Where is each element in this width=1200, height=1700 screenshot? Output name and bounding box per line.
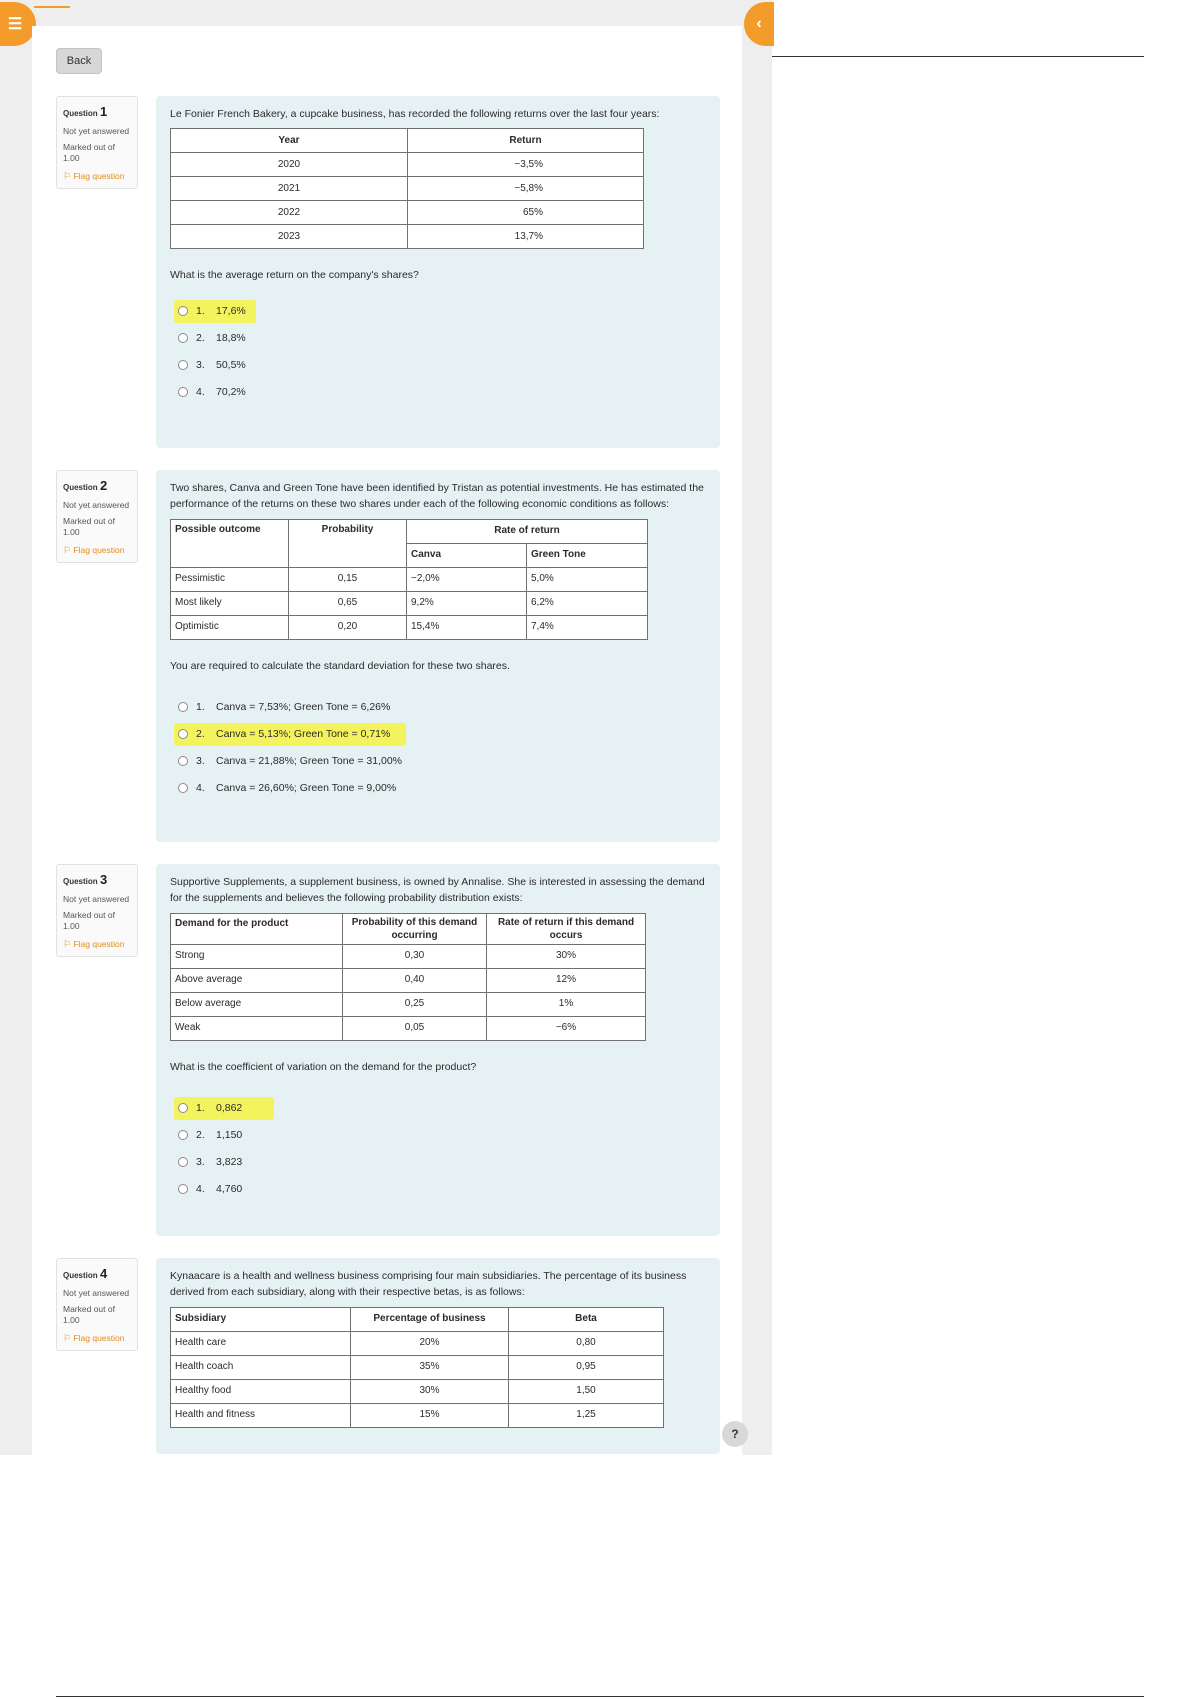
question-prompt: What is the average return on the company's shares? <box>170 269 419 282</box>
radio-icon <box>178 1184 188 1194</box>
radio-icon <box>178 333 188 343</box>
table-row: Health coach 35% 0,95 <box>171 1355 664 1379</box>
table-row: Pessimistic 0,15 −2,0% 5,0% <box>171 567 648 591</box>
question-info-4 <box>56 1258 138 1351</box>
table-row: Health and fitness 15% 1,25 <box>171 1403 664 1427</box>
flag-question-link[interactable]: ⚐ Flag question <box>63 938 125 949</box>
table-row: 2023 13,7% <box>171 225 644 249</box>
returns-table: Year Return 2020 −3,5% 2021 −5,8% 2022 65% 2023 13,7% <box>170 128 644 249</box>
subsidiary-table: Subsidiary Percentage of business Beta Health care 20% 0,80 Health coach 35% 0,95 Healthy food 30% 1,50 Health and fitness 15% 1,25 <box>170 1307 664 1428</box>
radio-icon <box>178 1157 188 1167</box>
radio-icon <box>178 756 188 766</box>
table-row: Above average 0,40 12% <box>171 968 646 992</box>
answer-option[interactable]: 2. 1,150 <box>170 1122 706 1149</box>
radio-icon <box>178 1130 188 1140</box>
answer-option[interactable]: 4. 4,760 <box>170 1176 706 1203</box>
course-index-toggle-icon[interactable]: ☰ <box>0 2 36 46</box>
question-state: Not yet answered <box>63 893 130 904</box>
question-mark: Marked out of 1.00 <box>63 910 115 932</box>
answer-option[interactable]: 2. 18,8% <box>170 325 706 352</box>
question-text: Kynaacare is a health and wellness business comprising four main subsidiaries. The percentage of its business derived from each subsidiary, along with their respective betas, is as follows: <box>170 1270 687 1299</box>
question-label: Question <box>63 877 98 886</box>
radio-icon <box>178 306 188 316</box>
answer-option[interactable]: 3. Canva = 21,88%; Green Tone = 31,00% <box>170 748 706 775</box>
answer-option[interactable]: 2. Canva = 5,13%; Green Tone = 0,71% <box>170 721 706 748</box>
question-mark: Marked out of 1.00 <box>63 516 115 538</box>
answer-option[interactable]: 1. 0,862 <box>170 1095 706 1122</box>
answer-options <box>170 694 706 802</box>
radio-icon <box>178 702 188 712</box>
answer-option[interactable]: 3. 3,823 <box>170 1149 706 1176</box>
question-text: Two shares, Canva and Green Tone have been identified by Tristan as potential investments. He has estimated the performance of the returns on these two shares under each of the following economic conditions as follows: <box>170 482 704 511</box>
outcomes-table: Possible outcome Probability Rate of return Canva Green Tone Pessimistic 0,15 −2,0% 5,0% Most likely 0,65 9,2% 6,2% Optimistic 0,20 15,4% 7,4% <box>170 519 648 640</box>
question-box-3 <box>156 864 720 1236</box>
table-row: Strong 0,30 30% <box>171 944 646 968</box>
question-state: Not yet answered <box>63 1287 130 1298</box>
answer-options <box>170 298 706 406</box>
help-button[interactable]: ? <box>722 1421 748 1447</box>
flag-icon: ⚐ <box>63 544 72 555</box>
question-state: Not yet answered <box>63 499 130 510</box>
question-mark: Marked out of 1.00 <box>63 1304 115 1326</box>
question-number: 4 <box>100 1266 108 1281</box>
question-info-3 <box>56 864 138 957</box>
flag-icon: ⚐ <box>63 170 72 181</box>
question-box-2 <box>156 470 720 842</box>
top-accent-line <box>34 6 70 8</box>
question-prompt: What is the coefficient of variation on the demand for the product? <box>170 1060 477 1073</box>
answer-options <box>170 1095 706 1203</box>
table-row: 2021 −5,8% <box>171 177 644 201</box>
table-row: Health care 20% 0,80 <box>171 1331 664 1355</box>
answer-option[interactable]: 4. 70,2% <box>170 379 706 406</box>
question-number: 1 <box>100 104 108 119</box>
table-row: Weak 0,05 −6% <box>171 1016 646 1040</box>
page-rule-top <box>772 56 1144 57</box>
table-row: 2020 −3,5% <box>171 153 644 177</box>
answer-option[interactable]: 1. Canva = 7,53%; Green Tone = 6,26% <box>170 694 706 721</box>
answer-option[interactable]: 1. 17,6% <box>170 298 706 325</box>
table-row: Healthy food 30% 1,50 <box>171 1379 664 1403</box>
radio-icon <box>178 387 188 397</box>
question-info-1 <box>56 96 138 189</box>
block-drawer-toggle-icon[interactable]: ‹ <box>744 2 774 46</box>
question-text: Supportive Supplements, a supplement business, is owned by Annalise. She is interested in assessing the demand for the supplements and believes the following probability distribution exists: <box>170 876 705 905</box>
flag-question-link[interactable]: ⚐ Flag question <box>63 170 125 181</box>
answer-option[interactable]: 4. Canva = 26,60%; Green Tone = 9,00% <box>170 775 706 802</box>
flag-icon: ⚐ <box>63 938 72 949</box>
question-text: Le Fonier French Bakery, a cupcake business, has recorded the following returns over the last four years: <box>170 108 660 120</box>
table-row: 2022 65% <box>171 201 644 225</box>
flag-icon: ⚐ <box>63 1332 72 1343</box>
question-label: Question <box>63 109 98 118</box>
radio-icon <box>178 360 188 370</box>
question-box-1 <box>156 96 720 448</box>
question-state: Not yet answered <box>63 125 130 136</box>
question-info-2 <box>56 470 138 563</box>
radio-icon <box>178 783 188 793</box>
question-number: 3 <box>100 872 108 887</box>
question-prompt: You are required to calculate the standard deviation for these two shares. <box>170 659 510 672</box>
question-label: Question <box>63 1271 98 1280</box>
back-button[interactable]: Back <box>56 48 102 74</box>
table-row: Below average 0,25 1% <box>171 992 646 1016</box>
answer-option[interactable]: 3. 50,5% <box>170 352 706 379</box>
table-row: Most likely 0,65 9,2% 6,2% <box>171 591 648 615</box>
question-label: Question <box>63 483 98 492</box>
flag-question-link[interactable]: ⚐ Flag question <box>63 1332 125 1343</box>
question-mark: Marked out of 1.00 <box>63 142 115 164</box>
page-rule-bottom <box>56 1696 1144 1697</box>
question-number: 2 <box>100 478 108 493</box>
demand-table: Demand for the product Probability of this demand occurring Rate of return if this demand occurs Strong 0,30 30% Above average 0,40 12% Below average 0,25 1% Weak 0,05 −6% <box>170 913 646 1041</box>
table-row: Optimistic 0,20 15,4% 7,4% <box>171 615 648 639</box>
flag-question-link[interactable]: ⚐ Flag question <box>63 544 125 555</box>
question-box-4 <box>156 1258 720 1454</box>
